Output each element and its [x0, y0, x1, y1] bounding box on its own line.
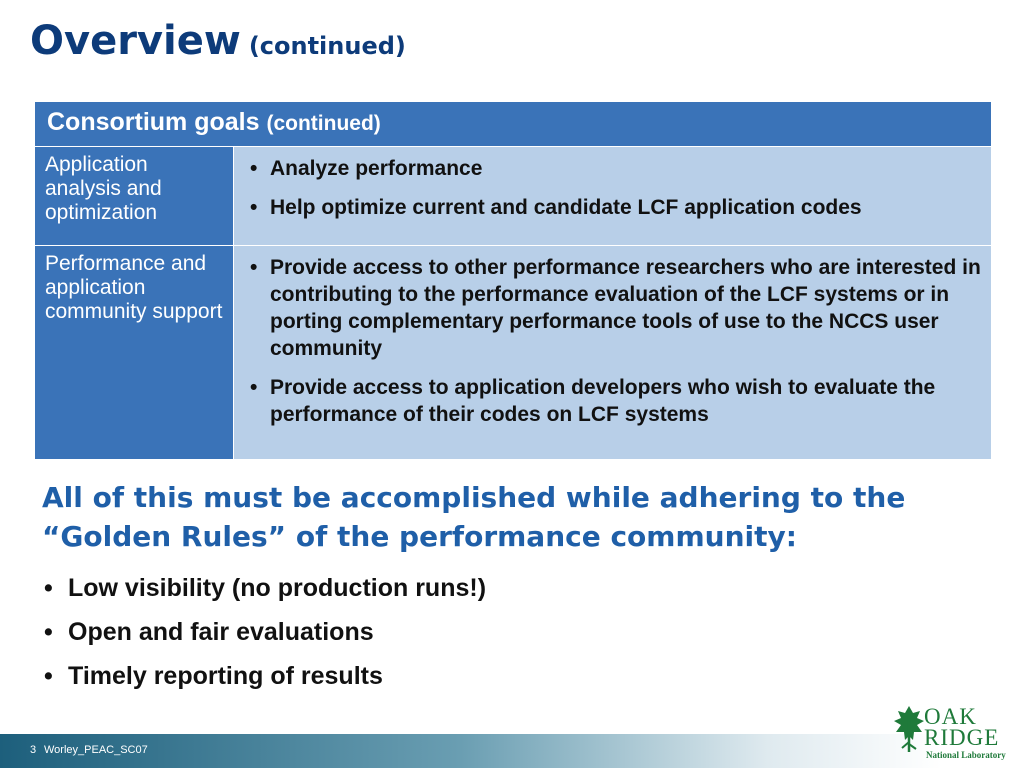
golden-rules-list	[42, 570, 486, 702]
footer-text: Worley_PEAC_SC07	[44, 744, 148, 756]
list-item: • Timely reporting of results	[42, 658, 486, 702]
row-content	[234, 246, 992, 460]
row-label: Application analysis and optimization	[35, 147, 234, 246]
logo-line-3: National Laboratory	[926, 750, 1006, 760]
bullet-list	[244, 155, 981, 221]
goals-table	[34, 101, 992, 460]
row-content	[234, 147, 992, 246]
table-header-row	[35, 102, 992, 147]
list-item: • Provide access to application developers who wish to evaluate the performance of their codes on LCF systems	[244, 374, 981, 428]
list-item: • Open and fair evaluations	[42, 614, 486, 658]
table-row	[35, 147, 992, 246]
row-label: Performance and application community support	[35, 246, 234, 460]
logo-line-1: OAK	[924, 704, 977, 729]
oak-leaf-icon	[892, 704, 926, 754]
golden-rules-statement: All of this must be accomplished while adhering to the “Golden Rules” of the performance community:	[42, 481, 906, 553]
title-main: Overview	[30, 18, 241, 64]
logo-line-2: RIDGE	[924, 725, 1000, 750]
footer-bar	[0, 734, 1024, 768]
list-item: • Help optimize current and candidate LCF application codes	[244, 194, 981, 221]
table-header	[35, 102, 992, 147]
slide-title	[30, 18, 406, 69]
table-header-sub: (continued)	[266, 111, 381, 135]
list-item: • Low visibility (no production runs!)	[42, 570, 486, 614]
slide-number: 3	[30, 744, 37, 756]
list-item: • Analyze performance	[244, 155, 981, 182]
title-sub: (continued)	[248, 32, 406, 60]
bullet-list	[244, 254, 981, 428]
oak-ridge-logo	[892, 702, 1004, 762]
table-header-main: Consortium goals	[47, 107, 260, 136]
table-row	[35, 246, 992, 460]
list-item: • Provide access to other performance researchers who are interested in contributing to the performance evaluation of the LCF systems or in porting complementary performance tools of use to the NCCS user community	[244, 254, 981, 362]
